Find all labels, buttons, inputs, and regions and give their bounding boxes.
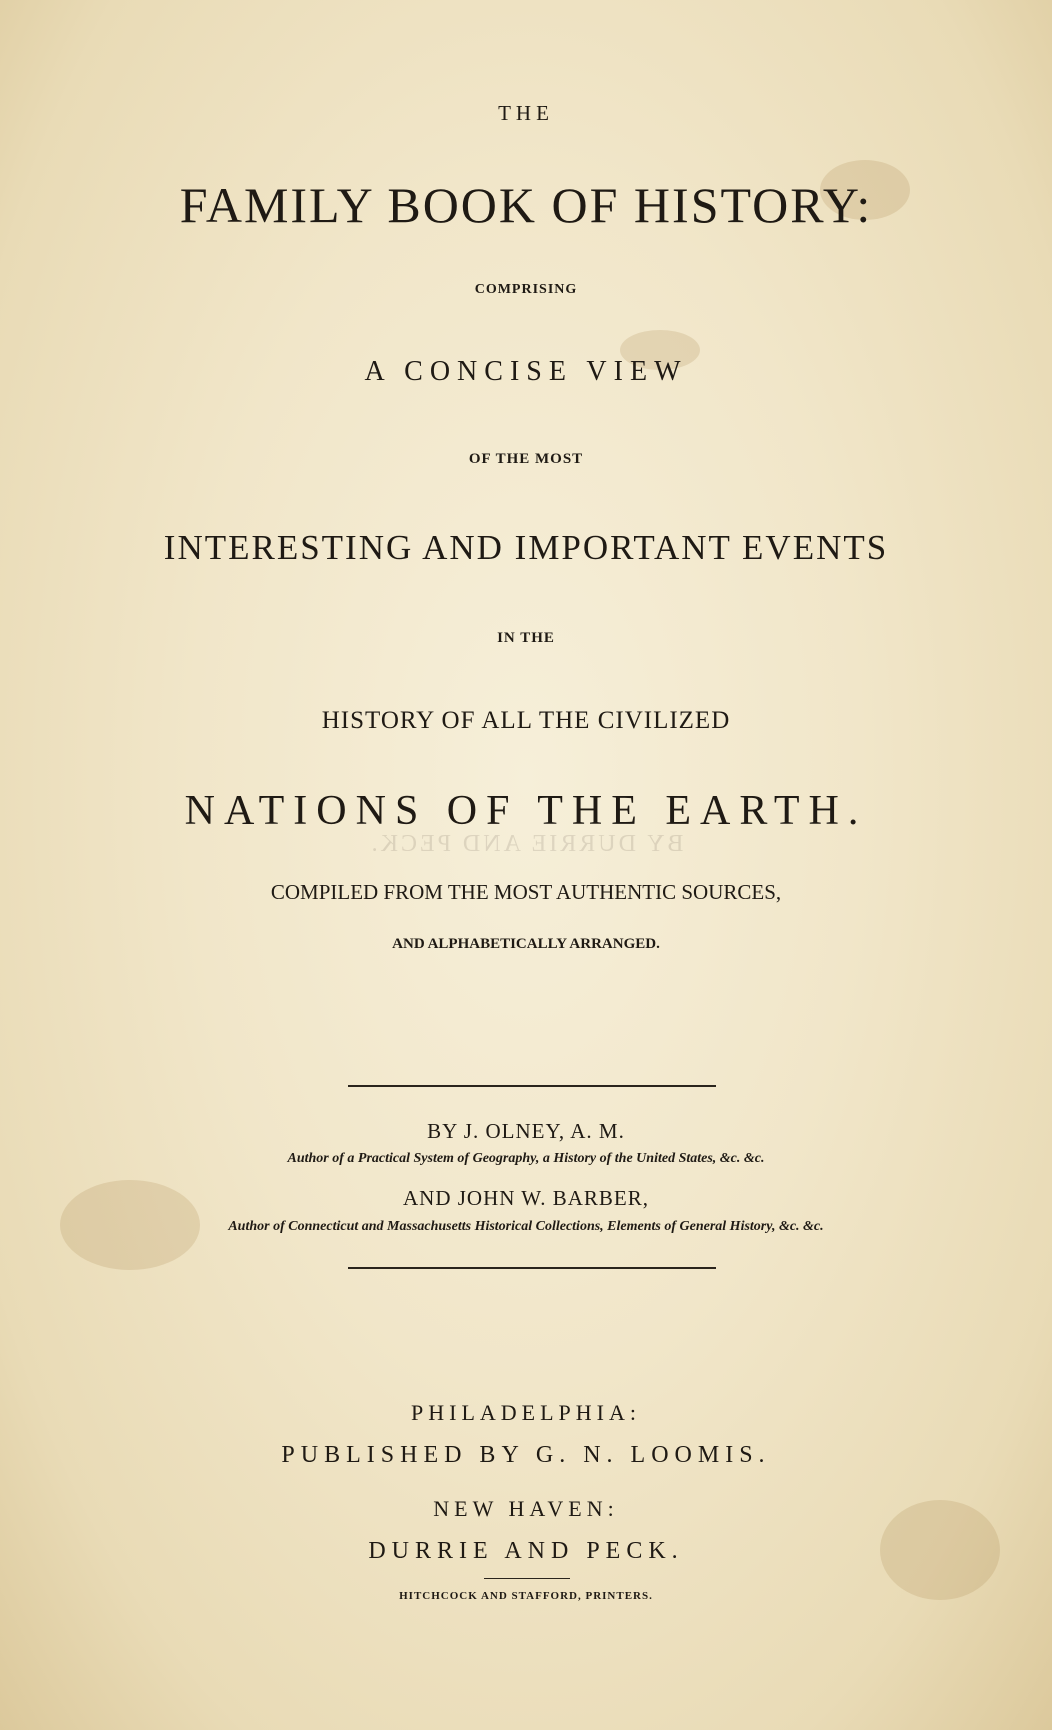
author-1-credit: Author of a Practical System of Geography, a History of the United States, &c. &c. xyxy=(287,1151,765,1166)
author-2: AND JOHN W. BARBER, xyxy=(403,1186,649,1210)
arranged-line: AND ALPHABETICALLY ARRANGED. xyxy=(392,936,660,952)
author-1: BY J. OLNEY, A. M. xyxy=(427,1119,625,1143)
subtitle-civilized: HISTORY OF ALL THE CIVILIZED xyxy=(321,707,731,734)
subtitle-concise-view: A CONCISE VIEW xyxy=(364,356,688,387)
author-2-credit: Author of Connecticut and Massachusetts Historical Collections, Elements of General History, &c. &c. xyxy=(228,1219,824,1234)
title-the: THE xyxy=(498,101,554,125)
subtitle-nations: NATIONS OF THE EARTH. xyxy=(184,788,868,834)
divider-rule xyxy=(348,1085,716,1087)
imprint-city-1: PHILADELPHIA: xyxy=(411,1400,641,1425)
imprint-city-2: NEW HAVEN: xyxy=(433,1496,619,1521)
bleed-through-text: BY DURRIE AND PECK. xyxy=(368,831,684,857)
divider-rule xyxy=(348,1267,716,1269)
subtitle-in-the: IN THE xyxy=(497,630,555,646)
imprint-publisher-1: PUBLISHED BY G. N. LOOMIS. xyxy=(281,1442,771,1468)
subtitle-of-the-most: OF THE MOST xyxy=(468,451,584,467)
short-rule xyxy=(484,1578,570,1579)
page-title: FAMILY BOOK OF HISTORY: xyxy=(179,177,873,233)
subtitle-events: INTERESTING AND IMPORTANT EVENTS xyxy=(163,528,889,567)
imprint-publisher-2: DURRIE AND PECK. xyxy=(368,1538,684,1564)
subtitle-comprising: COMPRISING xyxy=(474,282,578,297)
printers-line: HITCHCOCK AND STAFFORD, PRINTERS. xyxy=(399,1590,653,1602)
compiled-line: COMPILED FROM THE MOST AUTHENTIC SOURCES, xyxy=(270,880,782,904)
